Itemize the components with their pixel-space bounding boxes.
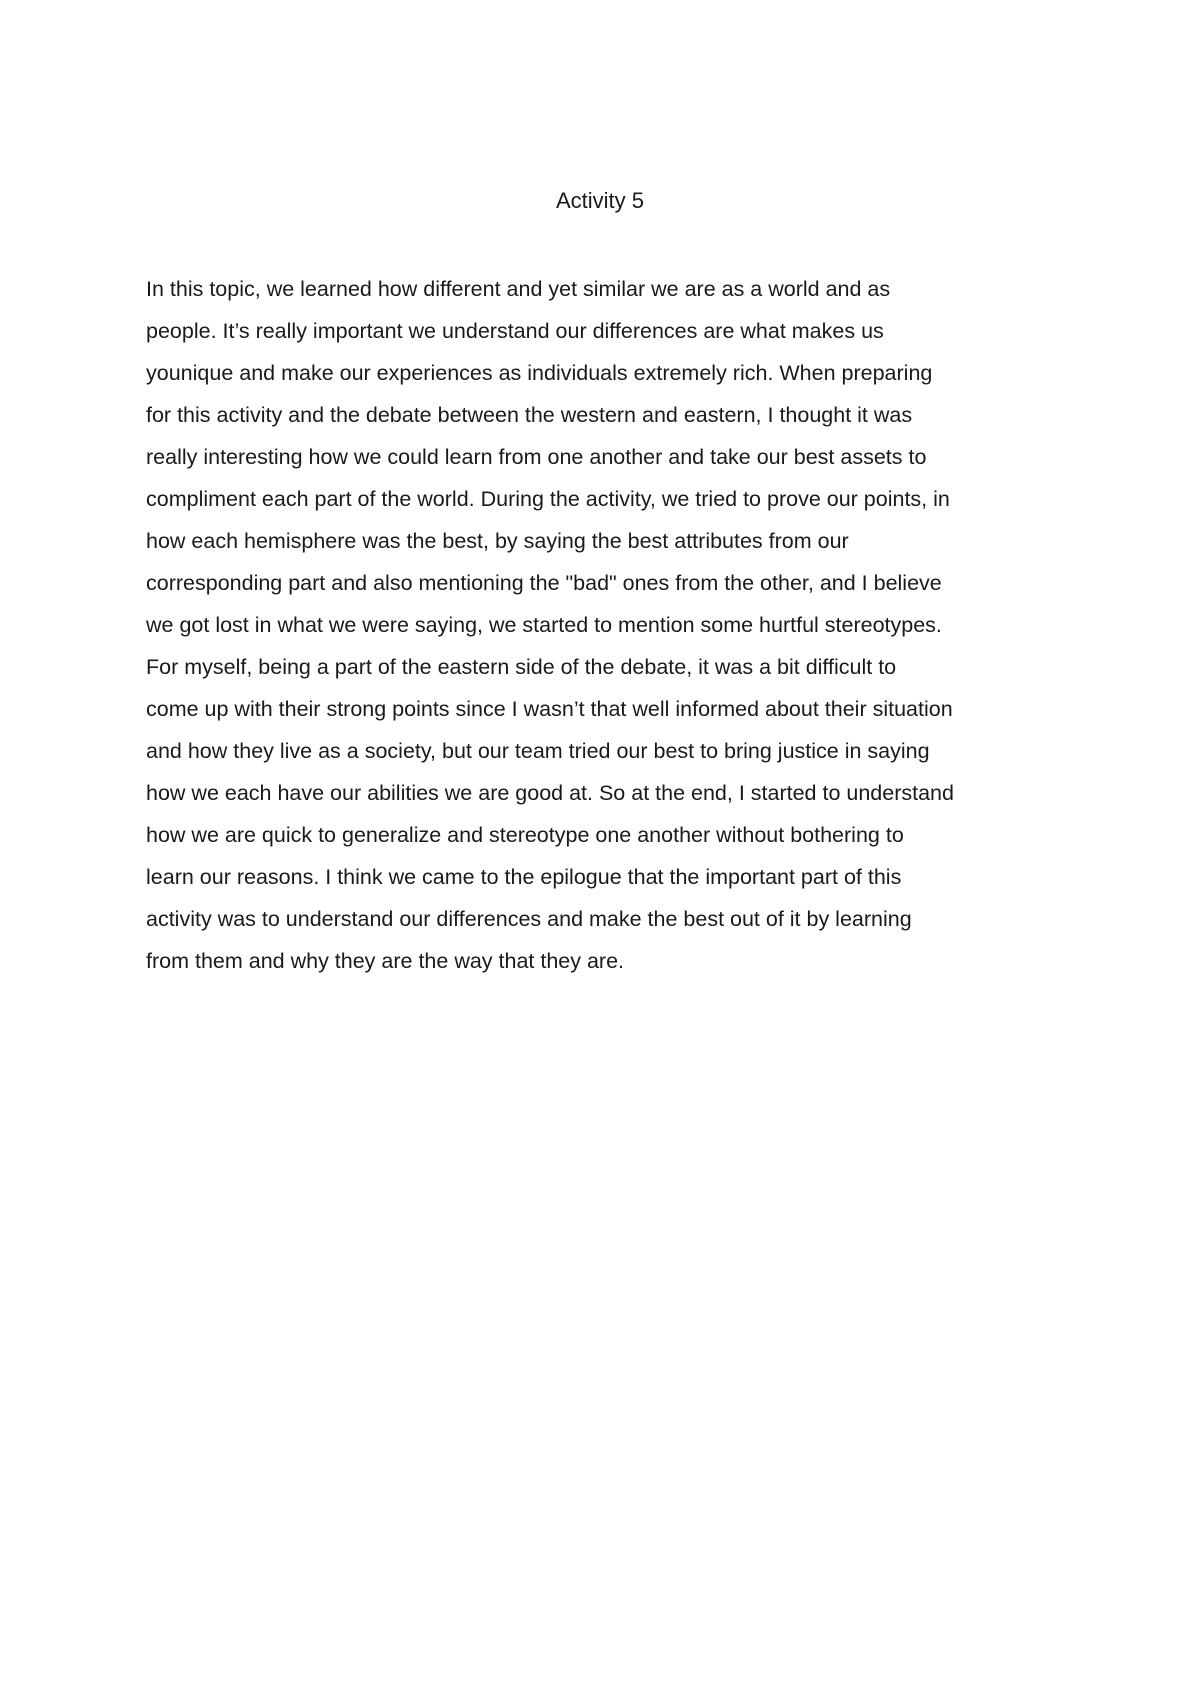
document-title: Activity 5 (555, 188, 645, 213)
body-line: corresponding part and also mentioning the "bad" ones from the other, and I believe (146, 571, 942, 595)
body-line: In this topic, we learned how different and yet similar we are as a world and as (146, 277, 891, 301)
body-line: we got lost in what we were saying, we started to mention some hurtful stereotypes. (146, 613, 942, 637)
body-line: come up with their strong points since I wasn’t that well informed about their situation (146, 697, 953, 721)
body-line: For myself, being a part of the eastern side of the debate, it was a bit difficult to (146, 655, 897, 679)
body-line: how each hemisphere was the best, by saying the best attributes from our (146, 529, 849, 553)
body-line: how we are quick to generalize and stereotype one another without bothering to (146, 823, 904, 847)
body-line: for this activity and the debate between the western and eastern, I thought it was (146, 403, 913, 427)
document-body (146, 268, 1086, 982)
body-line: compliment each part of the world. During the activity, we tried to prove our points, in (146, 487, 950, 511)
body-line: activity was to understand our differences and make the best out of it by learning (146, 907, 912, 931)
body-line: and how they live as a society, but our team tried our best to bring justice in saying (146, 739, 930, 763)
body-line: learn our reasons. I think we came to the epilogue that the important part of this (146, 865, 902, 889)
body-line: really interesting how we could learn from one another and take our best assets to (146, 445, 927, 469)
body-line: from them and why they are the way that they are. (146, 949, 625, 973)
body-line: how we each have our abilities we are good at. So at the end, I started to understand (146, 781, 954, 805)
body-line: younique and make our experiences as individuals extremely rich. When preparing (146, 361, 933, 385)
body-line: people. It’s really important we understand our differences are what makes us (146, 319, 884, 343)
